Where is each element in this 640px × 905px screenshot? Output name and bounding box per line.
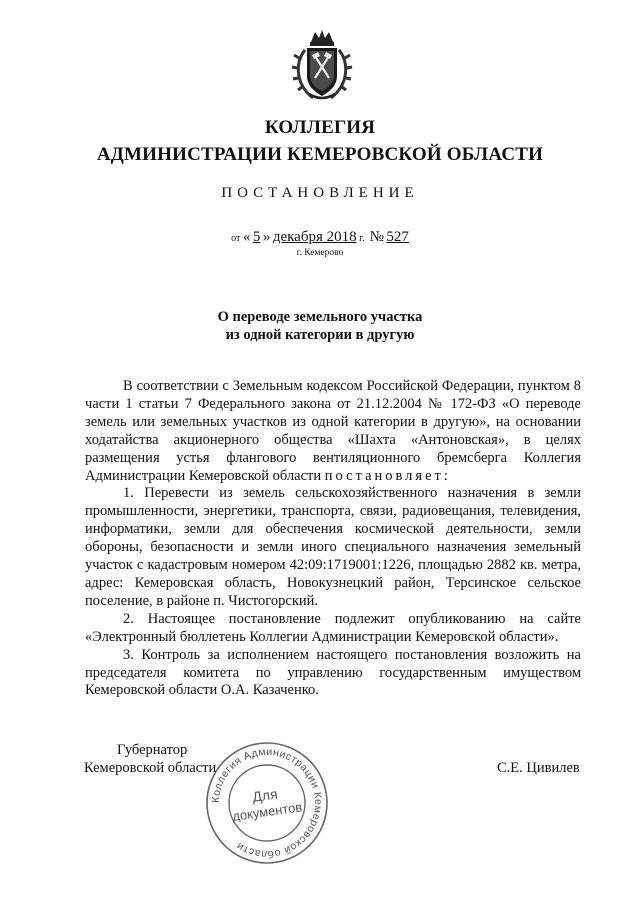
header-line-1: КОЛЛЕГИЯ xyxy=(264,117,376,138)
date-year-suffix: г. xyxy=(359,233,365,244)
official-stamp xyxy=(202,738,332,868)
coat-of-arms-emblem xyxy=(291,28,353,102)
subject-line-2: из одной категории в другую xyxy=(225,327,415,343)
stamp-ring-text: Коллегия Администрации Кемеровской области xyxy=(209,745,325,861)
document-number: 527 xyxy=(386,229,409,245)
date-number-line xyxy=(0,229,640,246)
date-month-year: декабря 2018 xyxy=(272,229,357,245)
paragraph-item-3: 3. Контроль за исполнением настоящего постановления возложить на председателя комитета по управлению государственным имуществом Кемеровской области О.А. Казаченко. xyxy=(85,646,581,699)
stamp-center-line-2: документов xyxy=(231,799,304,824)
preamble-text: В соответствии с Земельным кодексом Российской Федерации, пунктом 8 части 1 статьи 7 Федерального закона от 21.12.2004 № 172-ФЗ «О переводе земель или земельных участков из одной категории в другую», на основании ходатайства акционерного общества «Шахта «Антоновская», в целях размещения устья флангового вентиляционного бремсберга Коллегия Администрации Кемеровской области xyxy=(85,378,581,484)
subject-line-1: О переводе земельного участка xyxy=(217,309,423,325)
date-day: 5 xyxy=(252,229,261,245)
signatory-title-line-2: Кемеровской области xyxy=(84,760,217,776)
date-from-label: от xyxy=(231,233,241,244)
signatory-title-line-1: Губернатор xyxy=(117,742,188,758)
date-quote-close: » xyxy=(262,229,271,245)
number-sign: № xyxy=(369,229,384,245)
paragraph-item-2: 2. Настоящее постановление подлежит опубликованию на сайте «Электронный бюллетень Коллегии Администрации Кемеровской области». xyxy=(85,610,581,645)
city-name: г. Кемерово xyxy=(296,248,344,258)
document-body xyxy=(85,378,581,700)
date-quote-open: « xyxy=(242,229,251,245)
header-line-2: АДМИНИСТРАЦИИ КЕМЕРОВСКОЙ ОБЛАСТИ xyxy=(96,144,544,165)
signatory-name: С.Е. Цивилев xyxy=(497,760,580,776)
paragraph-preamble xyxy=(85,378,581,485)
stamp-center-line-1: Для xyxy=(251,785,279,805)
resolves-spaced-word: постановляет: xyxy=(324,467,451,484)
paragraph-item-1: 1. Перевести из земель сельскохозяйственного назначения в земли промышленности, энергетики, транспорта, связи, радиовещания, телевидения, информатики, земли для обеспечения космической деятельности, земли обороны, безопасности и земли иного специального назначения земельный участок с кадастровым номером 42:09:1719001:1226, площадью 2882 кв. метра, адрес: Кемеровская область, Новокузнецкий район, Терсинское сельское поселение, в районе п. Чистогорский. xyxy=(85,485,581,609)
document-type: ПОСТАНОВЛЕНИЕ xyxy=(221,185,419,201)
